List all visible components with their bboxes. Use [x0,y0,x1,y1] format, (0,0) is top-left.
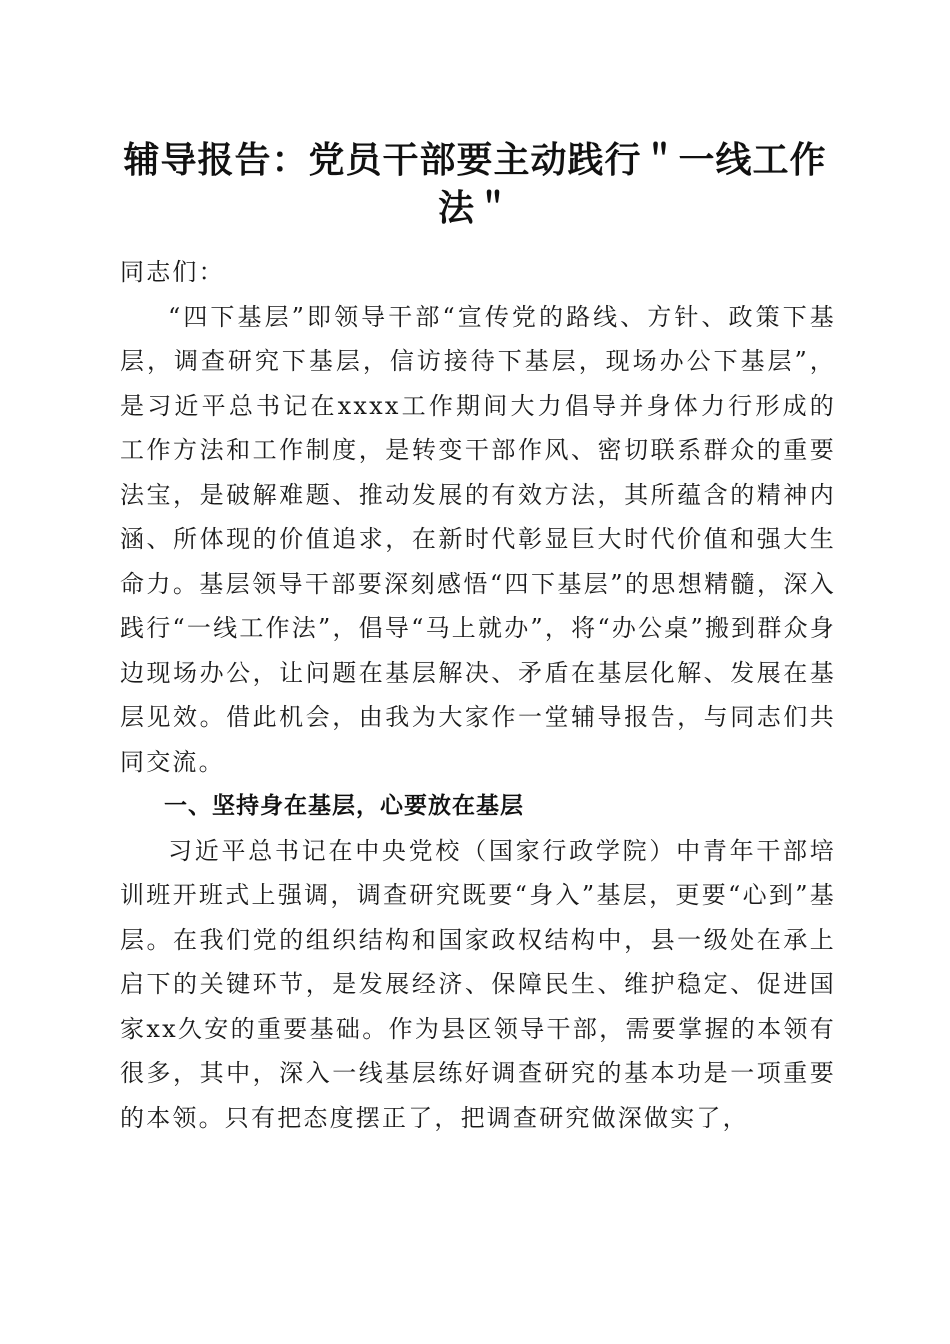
document-body [120,250,836,1140]
section-paragraph: 习近平总书记在中央党校（国家行政学院）中青年干部培训班开班式上强调，调查研究既要“身入”基层，更要“心到”基层。在我们党的组织结构和国家政权结构中，县一级处在承上启下的关键环节，是发展经济、保障民生、维护稳定、促进国家xx久安的重要基础。作为县区领导干部，需要掌握的本领有很多，其中，深入一线基层练好调查研究的基本功是一项重要的本领。只有把态度摆正了，把调查研究做深做实了， [120,836,836,1132]
section-heading: 一、坚持身在基层，心要放在基层 [164,793,524,819]
salutation: 同志们： [120,258,225,286]
document-title: 辅导报告：党员干部要主动践行＂一线工作法＂ [123,139,827,229]
intro-paragraph: “四下基层”即领导干部“宣传党的路线、方针、政策下基层，调查研究下基层，信访接待下基层，现场办公下基层”，是习近平总书记在xxxx工作期间大力倡导并身体力行形成的工作方法和工作制度，是转变干部作风、密切联系群众的重要法宝，是破解难题、推动发展的有效方法，其所蕴含的精神内涵、所体现的价值追求，在新时代彰显巨大时代价值和强大生命力。基层领导干部要深刻感悟“四下基层”的思想精髓，深入践行“一线工作法”，倡导“马上就办”，将“办公桌”搬到群众身边现场办公，让问题在基层解决、矛盾在基层化解、发展在基层见效。借此机会，由我为大家作一堂辅导报告，与同志们共同交流。 [120,302,836,776]
